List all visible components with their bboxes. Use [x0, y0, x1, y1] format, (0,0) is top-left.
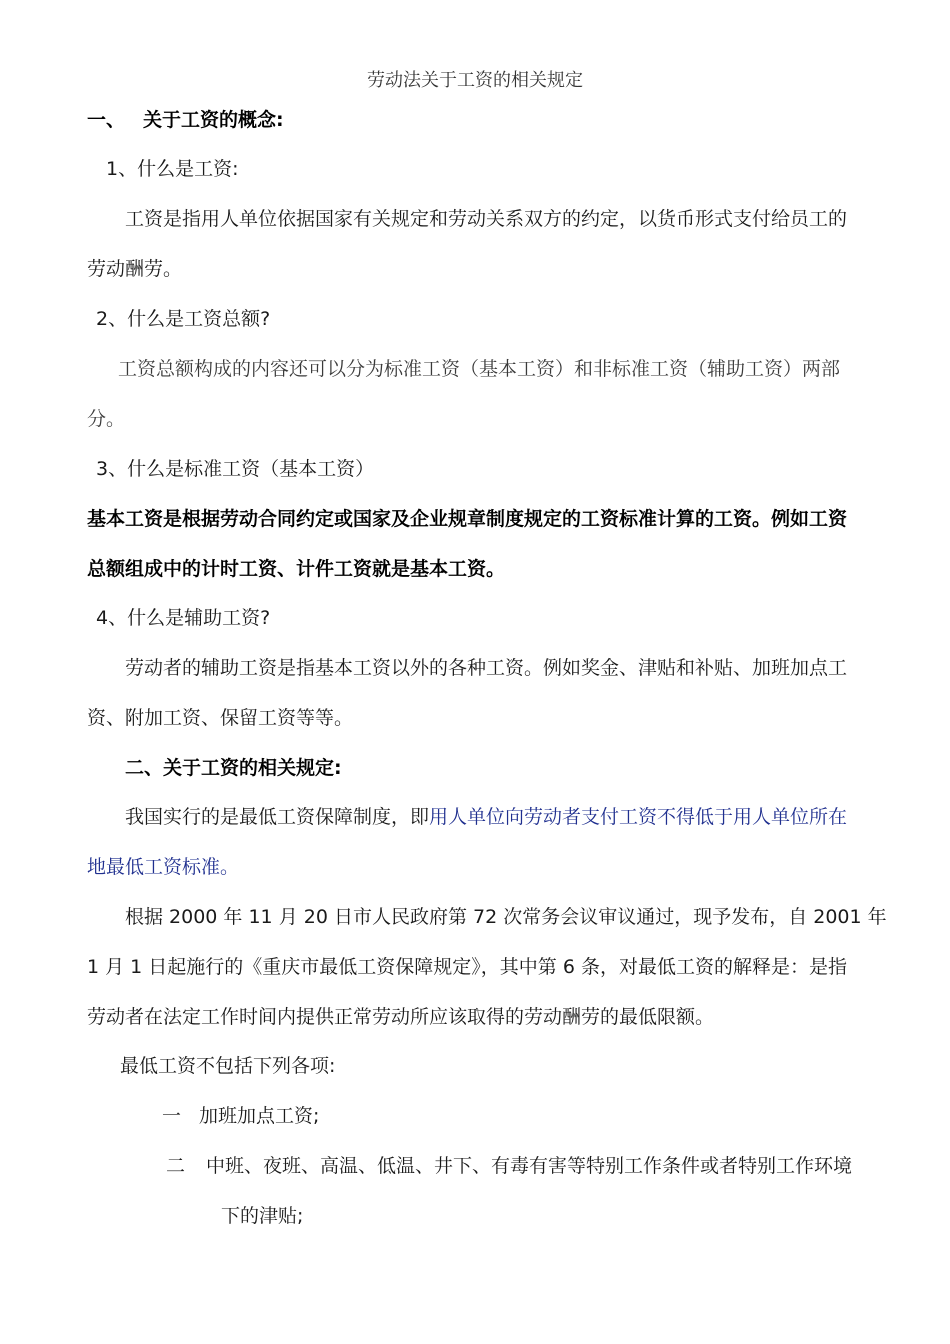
- question-4-answer-line-2: 资、附加工资、保留工资等等。: [87, 707, 354, 729]
- paragraph-text: 我国实行的是最低工资保障制度，即: [125, 806, 430, 828]
- section-1-number: 一、: [87, 109, 126, 131]
- question-2-answer-line-1: 工资总额构成的内容还可以分为标准工资（基本工资）和非标准工资（辅助工资）两部: [118, 358, 841, 380]
- highlighted-text-line-2: 地最低工资标准。: [87, 856, 240, 878]
- page-title: 劳动法关于工资的相关规定: [367, 70, 583, 91]
- list-item-number: 一: [162, 1105, 182, 1127]
- list-item-number: 二: [166, 1155, 186, 1177]
- question-2-title: 2、什么是工资总额?: [96, 308, 271, 330]
- question-1-answer-line-1: 工资是指用人单位依据国家有关规定和劳动关系双方的约定，以货币形式支付给员工的: [125, 208, 848, 230]
- list-item-text: 加班加点工资;: [199, 1105, 320, 1127]
- question-2-answer-line-2: 分。: [87, 408, 126, 430]
- highlighted-text: 用人单位向劳动者支付工资不得低于用人单位所在: [429, 806, 848, 828]
- list-item-text-continued: 下的津贴;: [221, 1205, 304, 1227]
- question-1-answer-line-2: 劳动酬劳。: [87, 258, 183, 280]
- question-3-title: 3、什么是标准工资（基本工资）: [96, 458, 375, 480]
- question-4-title: 4、什么是辅助工资?: [96, 607, 271, 629]
- section-2-heading: 二、关于工资的相关规定:: [125, 757, 342, 779]
- question-3-answer-line-2: 总额组成中的计时工资、计件工资就是基本工资。: [87, 558, 506, 580]
- exclusions-intro: 最低工资不包括下列各项:: [120, 1055, 336, 1077]
- section-1-heading: 关于工资的概念:: [143, 109, 284, 131]
- paragraph-minimum-wage-system: [125, 805, 847, 829]
- question-4-answer-line-1: 劳动者的辅助工资是指基本工资以外的各种工资。例如奖金、津贴和补贴、加班加点工: [125, 657, 848, 679]
- question-3-answer-line-1: 基本工资是根据劳动合同约定或国家及企业规章制度规定的工资标准计算的工资。例如工资: [87, 508, 848, 530]
- list-item-text: 中班、夜班、高温、低温、井下、有毒有害等特别工作条件或者特别工作环境: [206, 1155, 853, 1177]
- paragraph-regulation-line-3: 劳动者在法定工作时间内提供正常劳动所应该取得的劳动酬劳的最低限额。: [87, 1006, 715, 1028]
- paragraph-regulation-line-1: 根据 2000 年 11 月 20 日市人民政府第 72 次常务会议审议通过，现予发布，自 2001 年: [125, 906, 887, 928]
- question-1-title: 1、什么是工资:: [106, 158, 239, 180]
- paragraph-regulation-line-2: 1 月 1 日起施行的《重庆市最低工资保障规定》，其中第 6 条，对最低工资的解释是：是指: [87, 956, 847, 978]
